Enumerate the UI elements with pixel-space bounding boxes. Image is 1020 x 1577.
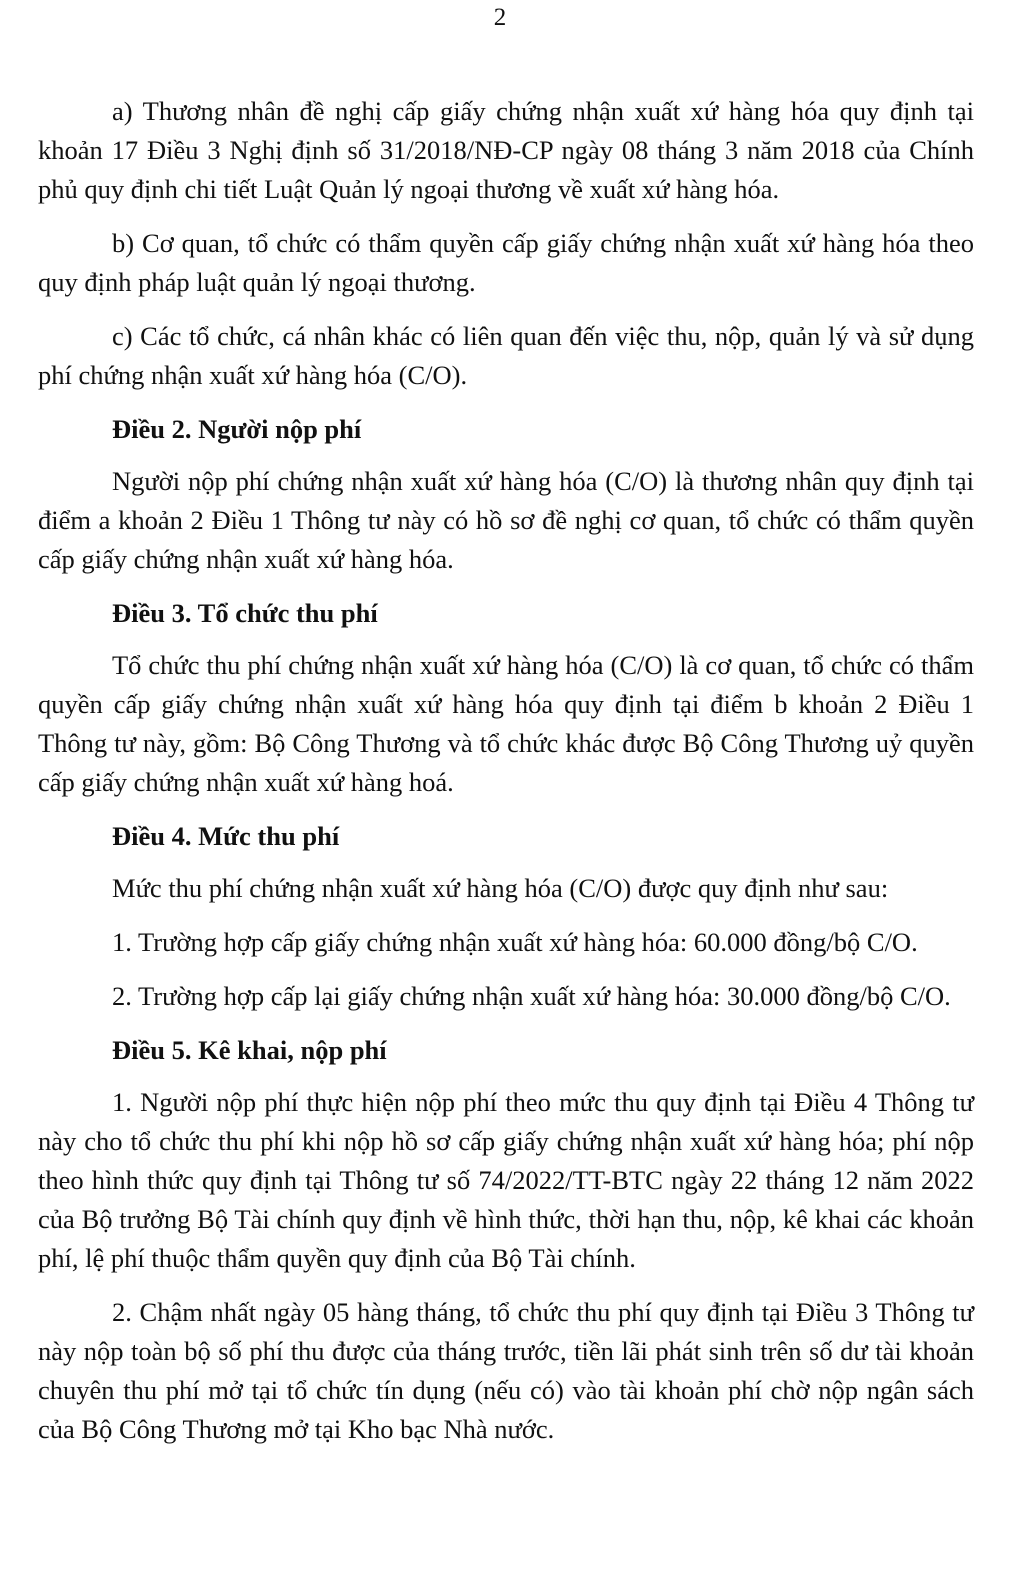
page-number: 2 [493, 4, 507, 31]
heading-article-2: Điều 2. Người nộp phí [112, 414, 362, 444]
paragraph-article-4-intro: Mức thu phí chứng nhận xuất xứ hàng hóa (C/O) được quy định như sau: [112, 873, 889, 903]
paragraph-1a: a) Thương nhân đề nghị cấp giấy chứng nhận xuất xứ hàng hóa quy định tại khoản 17 Điều 3 Nghị định số 31/2018/NĐ-CP ngày 08 tháng 3 năm 2018 của Chính phủ quy định chi tiết Luật Quản lý ngoại thương về xuất xứ hàng hóa. [38, 96, 974, 204]
document-body [38, 92, 974, 1464]
paragraph-article-5-item-1: 1. Người nộp phí thực hiện nộp phí theo mức thu quy định tại Điều 4 Thông tư này cho tổ chức thu phí khi nộp hồ sơ cấp giấy chứng nhận xuất xứ hàng hóa; phí nộp theo hình thức quy định tại Thông tư số 74/2022/TT-BTC ngày 22 tháng 12 năm 2022 của Bộ trưởng Bộ Tài chính quy định về hình thức, thời hạn thu, nộp, kê khai các khoản phí, lệ phí thuộc thẩm quyền quy định của Bộ Tài chính. [38, 1087, 974, 1273]
paragraph-article-2: Người nộp phí chứng nhận xuất xứ hàng hóa (C/O) là thương nhân quy định tại điểm a khoản 2 Điều 1 Thông tư này có hồ sơ đề nghị cơ quan, tổ chức có thẩm quyền cấp giấy chứng nhận xuất xứ hàng hóa. [38, 466, 974, 574]
paragraph-article-5-item-2: 2. Chậm nhất ngày 05 hàng tháng, tổ chức thu phí quy định tại Điều 3 Thông tư này nộp toàn bộ số phí thu được của tháng trước, tiền lãi phát sinh trên số dư tài khoản chuyên thu phí mở tại tổ chức tín dụng (nếu có) vào tài khoản phí chờ nộp ngân sách của Bộ Công Thương mở tại Kho bạc Nhà nước. [38, 1297, 974, 1444]
paragraph-article-4-item-1: 1. Trường hợp cấp giấy chứng nhận xuất xứ hàng hóa: 60.000 đồng/bộ C/O. [112, 927, 918, 957]
paragraph-1b: b) Cơ quan, tổ chức có thẩm quyền cấp giấy chứng nhận xuất xứ hàng hóa theo quy định pháp luật quản lý ngoại thương. [38, 228, 974, 297]
heading-article-4: Điều 4. Mức thu phí [112, 821, 340, 851]
paragraph-article-3: Tổ chức thu phí chứng nhận xuất xứ hàng hóa (C/O) là cơ quan, tổ chức có thẩm quyền cấp giấy chứng nhận xuất xứ hàng hóa quy định tại điểm b khoản 2 Điều 1 Thông tư này, gồm: Bộ Công Thương và tổ chức khác được Bộ Công Thương uỷ quyền cấp giấy chứng nhận xuất xứ hàng hoá. [38, 650, 974, 797]
paragraph-article-4-item-2: 2. Trường hợp cấp lại giấy chứng nhận xuất xứ hàng hóa: 30.000 đồng/bộ C/O. [112, 981, 951, 1011]
heading-article-5: Điều 5. Kê khai, nộp phí [112, 1035, 387, 1065]
paragraph-1c: c) Các tổ chức, cá nhân khác có liên quan đến việc thu, nộp, quản lý và sử dụng phí chứng nhận xuất xứ hàng hóa (C/O). [38, 321, 974, 390]
heading-article-3: Điều 3. Tổ chức thu phí [112, 598, 378, 628]
